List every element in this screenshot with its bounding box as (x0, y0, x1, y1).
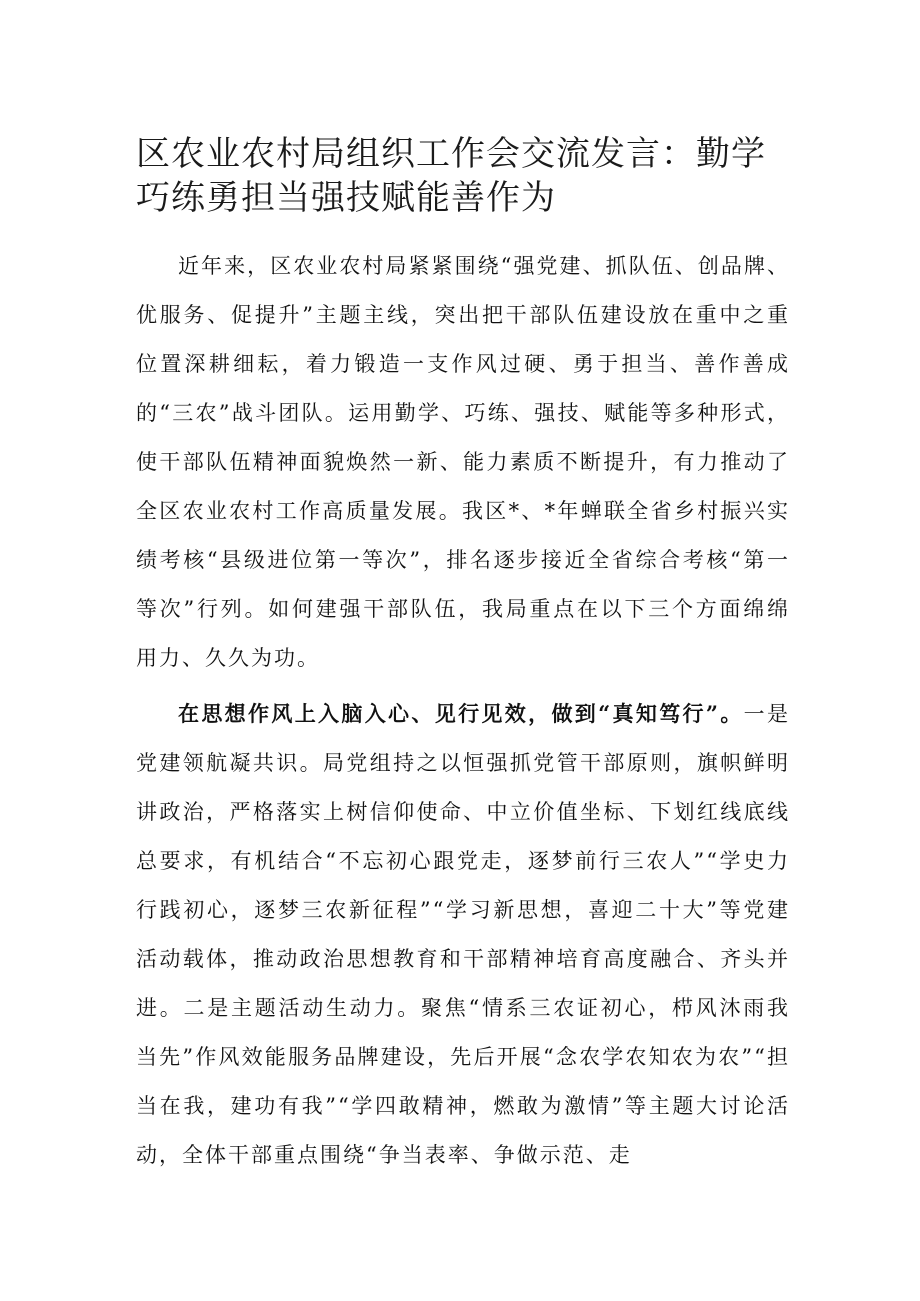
document-page (136, 132, 790, 1180)
section-one-body: 一是党建领航凝共识。局党组持之以恒强抓党管干部原则，旗帜鲜明讲政治，严格落实上树信仰使命、中立价值坐标、下划红线底线总要求，有机结合“不忘初心跟党走，逐梦前行三农人”“学史力行践初心，逐梦三农新征程”“学习新思想，喜迎二十大”等党建活动载体，推动政治思想教育和干部精神培育高度融合、齐头并进。二是主题活动生动力。聚焦“情系三农证初心，栉风沐雨我当先”作风效能服务品牌建设，先后开展“念农学农知农为农”“担当在我，建功有我”“学四敢精神，燃敢为激情”等主题大讨论活动，全体干部重点围绕“争当表率、争做示范、走 (136, 702, 791, 1167)
document-title: 区农业农村局组织工作会交流发言：勤学巧练勇担当强技赋能善作为 (136, 134, 766, 218)
intro-paragraph: 近年来，区农业农村局紧紧围绕“强党建、抓队伍、创品牌、优服务、促提升”主题主线，突出把干部队伍建设放在重中之重位置深耕细耘，着力锻造一支作风过硬、勇于担当、善作善成的“三农”战斗团队。运用勤学、巧练、强技、赋能等多种形式，使干部队伍精神面貌焕然一新、能力素质不断提升，有力推动了全区农业农村工作高质量发展。我区*、*年蝉联全省乡村振兴实绩考核“县级进位第一等次”，排名逐步接近全省综合考核“第一等次”行列。如何建强干部队伍，我局重点在以下三个方面绵绵用力、久久为功。 (136, 254, 790, 670)
section-one-paragraph (136, 689, 790, 1180)
section-one-heading: 在思想作风上入脑入心、见行见效，做到“真知笃行”。 (178, 701, 744, 726)
